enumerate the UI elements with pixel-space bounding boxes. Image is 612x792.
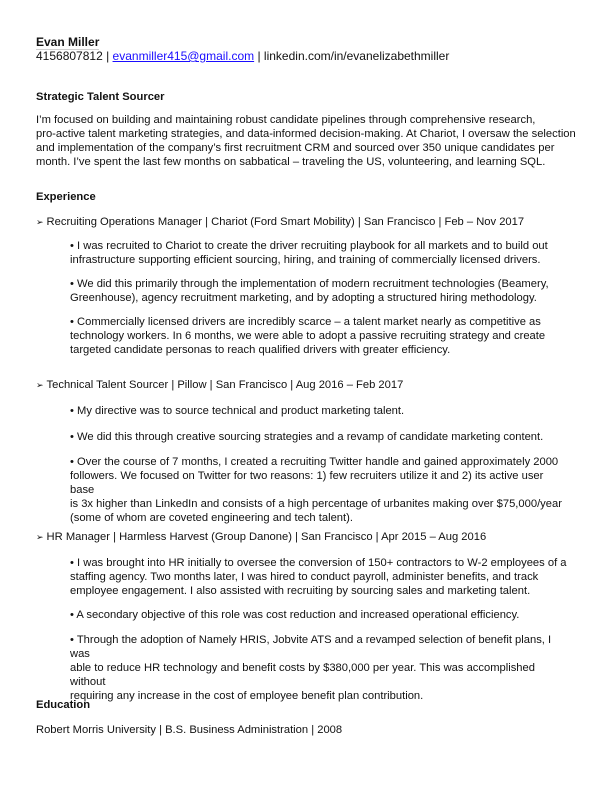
candidate-name: Evan Miller — [36, 35, 100, 49]
email-link[interactable]: evanmiller415@gmail.com — [112, 49, 255, 63]
contact-line — [36, 49, 449, 64]
bullet-line: • My directive was to source technical and product marketing talent. — [70, 405, 405, 417]
phone-number: 4156807812 — [36, 49, 103, 63]
arrow-bullet-icon: ➢ — [36, 380, 44, 390]
bullet-line: • Over the course of 7 months, I created a recruiting Twitter handle and gained approximately 2000 — [70, 456, 559, 468]
summary-line: month. I’ve spent the last few months on sabbatical – traveling the US, volunteering, and learning SQL. — [36, 156, 546, 168]
education-entry: Robert Morris University | B.S. Business Administration | 2008 — [36, 724, 343, 736]
bullet-line: • Commercially licensed drivers are incredibly scarce – a talent market nearly as competitive as — [70, 316, 541, 328]
job-bullet — [70, 455, 570, 525]
job-title-line: HR Manager | Harmless Harvest (Group Danone) | San Francisco | Apr 2015 – Aug 2016 — [46, 531, 487, 543]
experience-heading: Experience — [36, 191, 96, 203]
bullet-line: • Through the adoption of Namely HRIS, Jobvite ATS and a revamped selection of benefit plans, I was — [70, 634, 552, 660]
summary-line: and implementation of the company’s first recruitment CRM and sourced over 350 unique candidates per — [36, 142, 555, 154]
bullet-line: • I was recruited to Chariot to create the driver recruiting playbook for all markets and to build out — [70, 240, 548, 252]
bullet-line: infrastructure supporting efficient sourcing, hiring, and training of commercially licensed drivers. — [70, 254, 541, 266]
job-header — [36, 378, 403, 392]
arrow-bullet-icon: ➢ — [36, 532, 44, 542]
job-title-line: Recruiting Operations Manager | Chariot (Ford Smart Mobility) | San Francisco | Feb – Nov 2017 — [46, 216, 525, 228]
bullet-line: requiring any increase in the cost of employee benefit plan contribution. — [70, 690, 424, 702]
job-bullet — [70, 556, 570, 598]
bullet-line: followers. We focused on Twitter for two reasons: 1) few recruiters utilize it and 2) its active user base — [70, 470, 544, 496]
linkedin-url: linkedin.com/in/evanelizabethmiller — [263, 49, 450, 63]
bullet-line: technology workers. In 6 months, we were able to adopt a passive recruiting strategy and create — [70, 330, 546, 342]
bullet-line: staffing agency. Two months later, I was hired to conduct payroll, administer benefits, and track — [70, 571, 539, 583]
job-bullet — [70, 315, 570, 357]
job-bullet — [70, 633, 570, 703]
job-bullet — [70, 608, 570, 622]
summary-line: I’m focused on building and maintaining robust candidate pipelines through comprehensive research, — [36, 114, 536, 126]
bullet-line: (some of whom are coveted engineering and tech talent). — [70, 512, 353, 524]
arrow-bullet-icon: ➢ — [36, 217, 44, 227]
summary-heading: Strategic Talent Sourcer — [36, 91, 165, 103]
job-title-line: Technical Talent Sourcer | Pillow | San Francisco | Aug 2016 – Feb 2017 — [46, 379, 404, 391]
job-bullet — [70, 430, 570, 444]
job-bullet — [70, 277, 570, 305]
bullet-line: is 3x higher than LinkedIn and consists of a high percentage of urbanites making over $75,000/year — [70, 498, 562, 510]
bullet-line: able to reduce HR technology and benefit costs by $380,000 per year. This was accomplished without — [70, 662, 535, 688]
job-bullet — [70, 404, 570, 418]
bullet-line: employee engagement. I also assisted with recruiting by sourcing sales and marketing talent. — [70, 585, 531, 597]
separator: | — [254, 49, 264, 63]
separator: | — [102, 49, 113, 63]
job-header — [36, 530, 486, 544]
bullet-line: • A secondary objective of this role was cost reduction and increased operational efficiency. — [70, 609, 520, 621]
job-header — [36, 215, 524, 229]
bullet-line: • We did this through creative sourcing strategies and a revamp of candidate marketing content. — [70, 431, 544, 443]
job-bullet — [70, 239, 570, 267]
summary-line: pro-active talent marketing strategies, and data-informed decision-making. At Chariot, I oversaw the selection — [36, 128, 576, 140]
bullet-line: targeted candidate personas to reach qualified drivers with greater efficiency. — [70, 344, 451, 356]
bullet-line: Greenhouse), agency recruitment marketing, and by adopting a structured hiring methodology. — [70, 292, 537, 304]
bullet-line: • We did this primarily through the implementation of modern recruitment technologies (Beamery, — [70, 278, 549, 290]
summary-paragraph — [36, 113, 596, 169]
bullet-line: • I was brought into HR initially to oversee the conversion of 150+ contractors to W-2 employees of a — [70, 557, 567, 569]
education-heading: Education — [36, 699, 91, 711]
